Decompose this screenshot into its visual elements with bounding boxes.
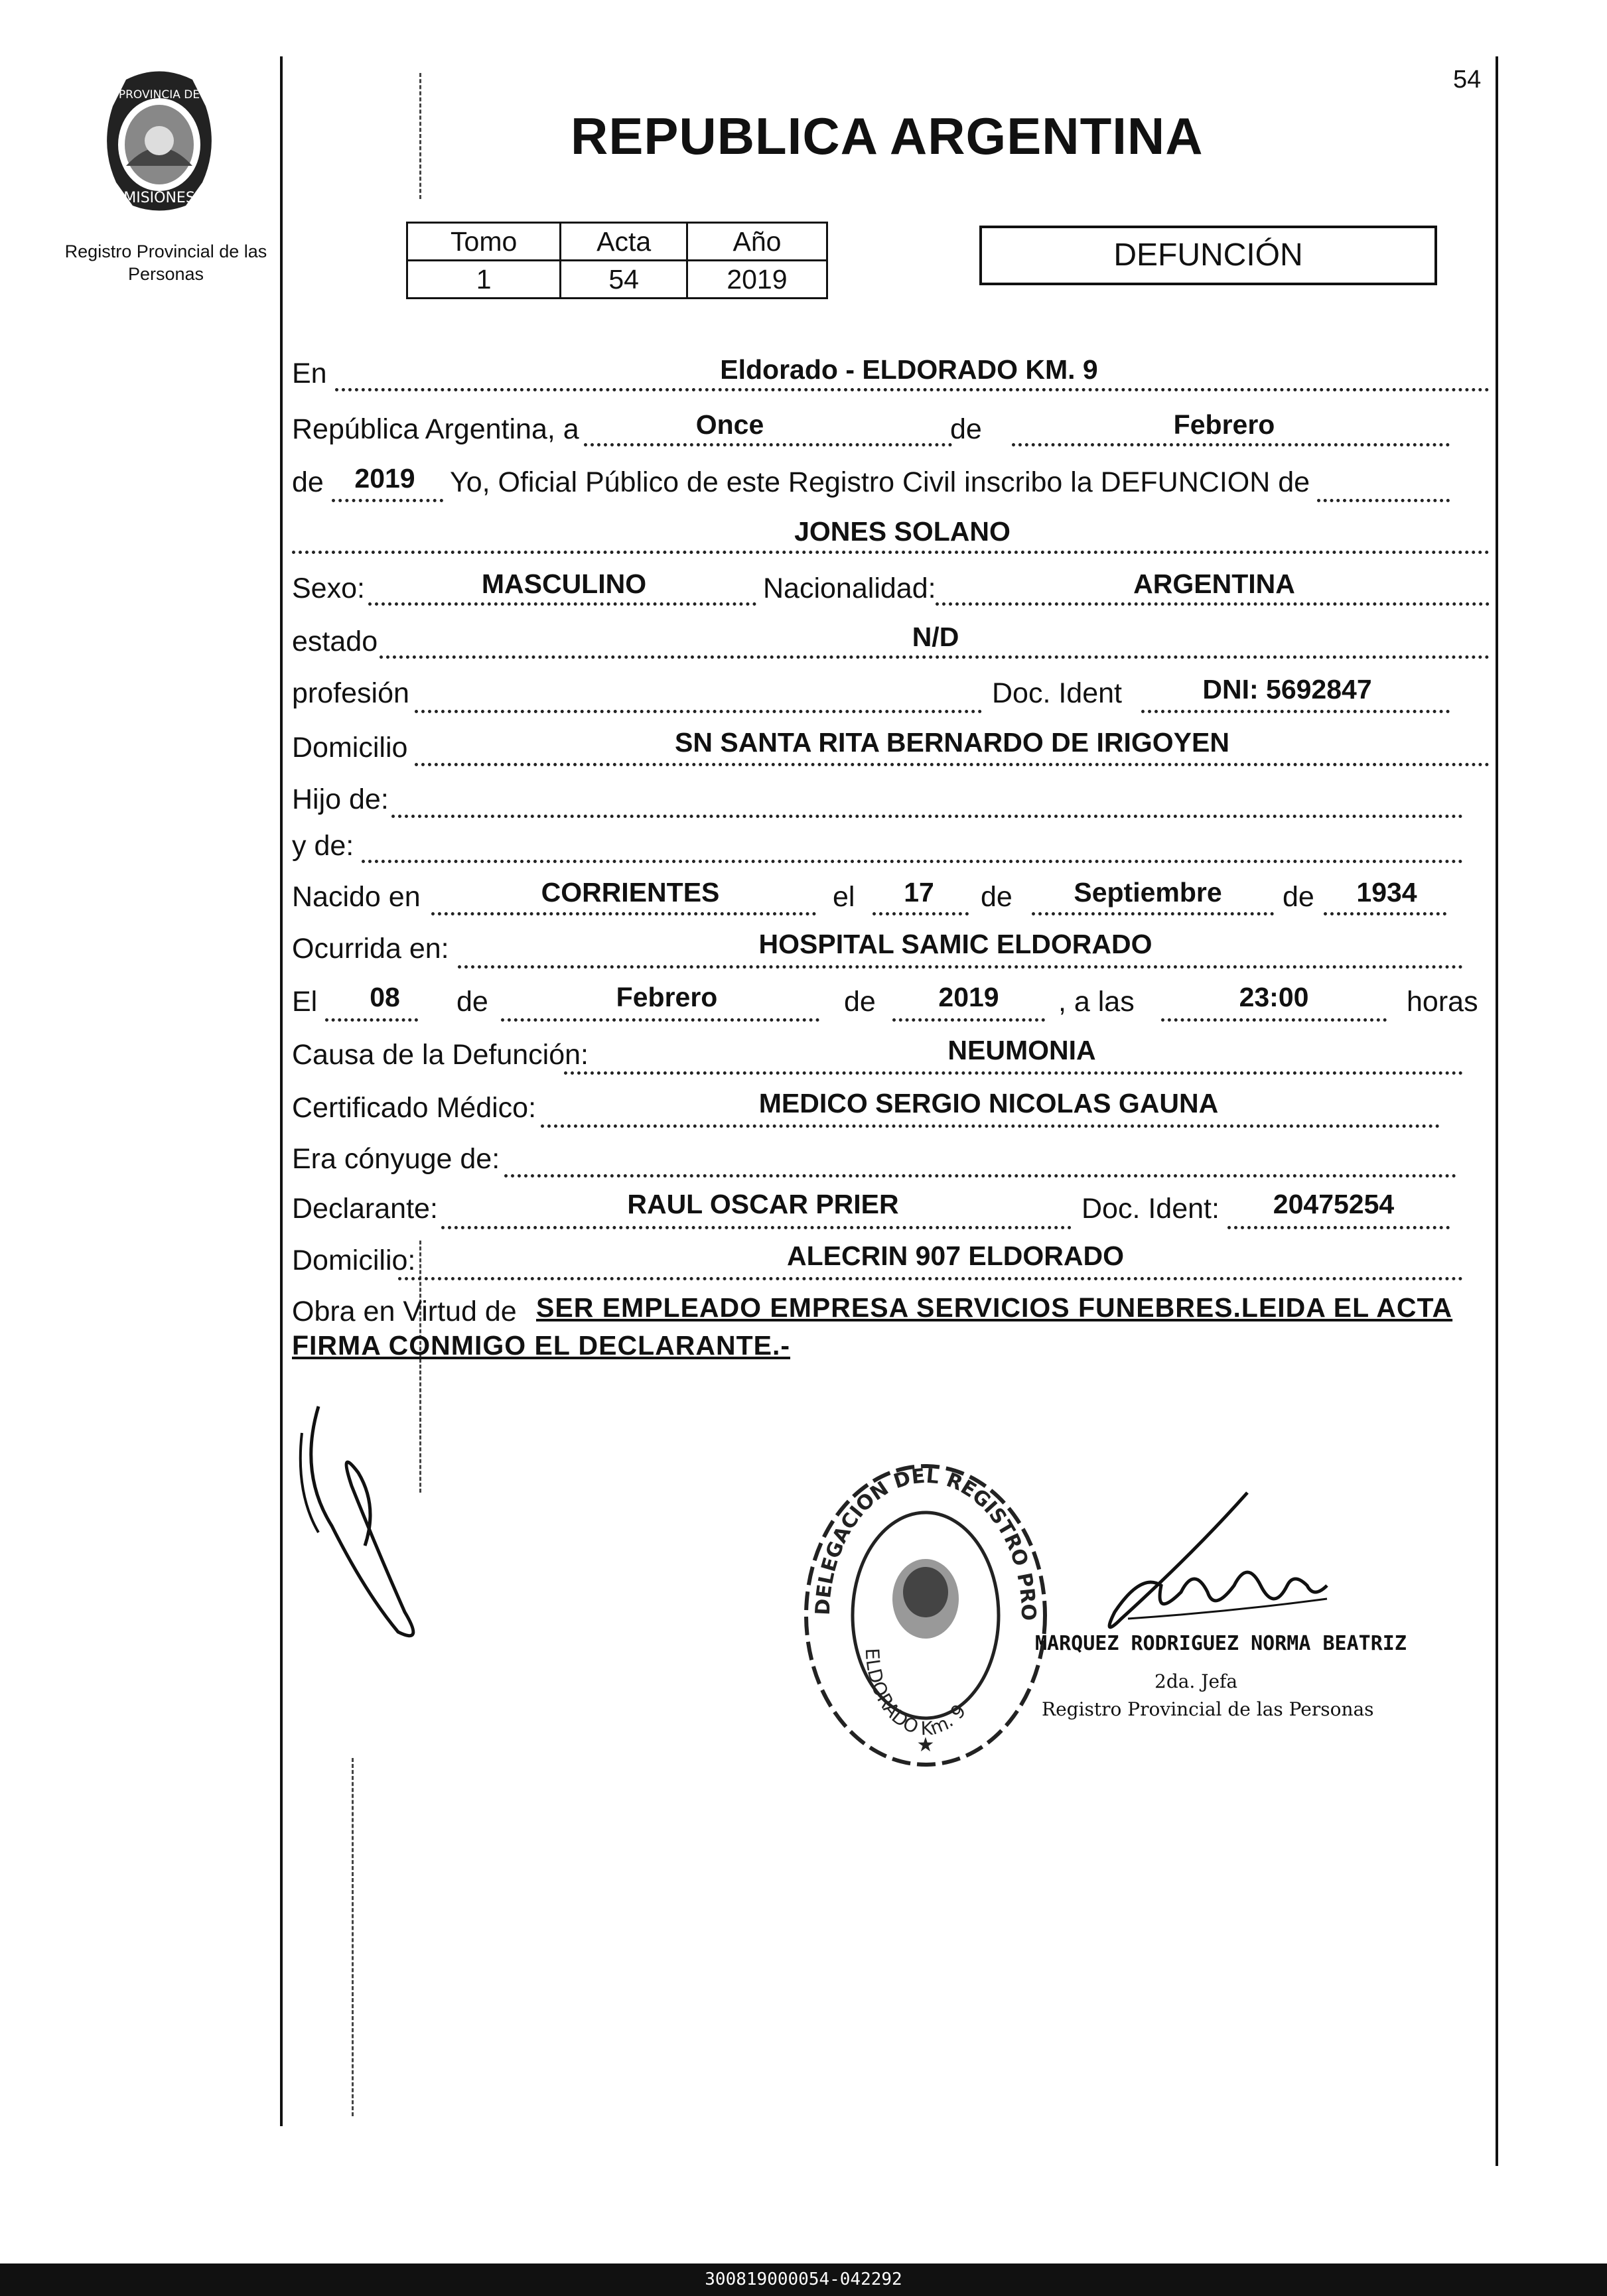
official-stamp-icon: [793, 1456, 1058, 1775]
value-obra-line2: FIRMA CONMIGO EL DECLARANTE.-: [292, 1330, 791, 1361]
value-acta: 54: [561, 261, 687, 299]
value-def-mes: Febrero: [616, 982, 718, 1012]
header-acta: Acta: [561, 223, 687, 261]
dotted-line: [431, 912, 816, 915]
dotted-line: [1032, 912, 1274, 915]
registry-label: Registro Provincial de las Personas: [64, 241, 267, 284]
value-nac-anio: 1934: [1356, 877, 1417, 908]
handwritten-mark: [292, 1393, 464, 1645]
dotted-line: [501, 1018, 819, 1022]
value-anio: 2019: [354, 463, 415, 494]
label-de-def: de: [456, 986, 488, 1018]
dotted-line: [458, 965, 1463, 969]
dotted-line: [368, 602, 756, 606]
svg-text:DELEGACION DEL REGISTRO PROVIN: DELEGACION DEL REGISTRO PRO: [811, 1464, 1040, 1621]
header-tomo: Tomo: [407, 223, 561, 261]
value-nac-dia: 17: [904, 877, 934, 908]
dotted-line: [362, 860, 1463, 863]
dotted-line: [504, 1174, 1456, 1178]
label-a-las: , a las: [1058, 986, 1135, 1018]
label-de-nac: de: [981, 881, 1013, 913]
dotted-line: [292, 551, 1490, 554]
dotted-line: [332, 499, 443, 502]
label-nacionalidad: Nacionalidad:: [763, 573, 936, 604]
dotted-line: [441, 1226, 1072, 1229]
dotted-line: [335, 388, 1490, 391]
value-anio: 2019: [687, 261, 827, 299]
header-anio: Año: [687, 223, 827, 261]
label-obra: Obra en Virtud de: [292, 1296, 517, 1327]
dotted-line: [892, 1018, 1045, 1022]
value-nombre: JONES SOLANO: [794, 516, 1011, 547]
dotted-line: [380, 655, 1490, 659]
label-y-de: y de:: [292, 830, 354, 862]
page-number: 54: [1453, 66, 1482, 94]
dotted-line: [873, 912, 969, 915]
value-dia: Once: [695, 409, 764, 440]
record-type-box: DEFUNCIÓN: [979, 226, 1437, 285]
value-tomo: 1: [407, 261, 561, 299]
label-sexo: Sexo:: [292, 573, 365, 604]
label-decl-doc: Doc. Ident:: [1082, 1193, 1220, 1225]
record-table: [406, 222, 828, 299]
value-ocurrida: HOSPITAL SAMIC ELDORADO: [758, 929, 1153, 959]
official-registry: Registro Provincial de las Personas: [1042, 1698, 1374, 1720]
dotted-line: [564, 1071, 1463, 1075]
label-domicilio: Domicilio: [292, 732, 408, 764]
label-el-def: El: [292, 986, 318, 1018]
value-lugar: Eldorado - ELDORADO KM. 9: [720, 354, 1098, 385]
value-obra-line1: SER EMPLEADO EMPRESA SERVICIOS FUNEBRES.LEIDA EL ACTA: [536, 1292, 1453, 1323]
label-de: de: [950, 413, 982, 445]
province-seal-icon: [86, 66, 232, 219]
left-margin-line: [280, 56, 283, 2126]
official-signature: [1062, 1486, 1340, 1645]
official-role: 2da. Jefa: [1154, 1670, 1238, 1692]
label-domicilio-declarante: Domicilio:: [292, 1245, 416, 1276]
dotted-line: [1324, 912, 1446, 915]
value-certificado: MEDICO SERGIO NICOLAS GAUNA: [758, 1088, 1219, 1118]
right-margin-line: [1496, 56, 1498, 2166]
value-mes: Febrero: [1173, 409, 1275, 440]
label-doc: Doc. Ident: [992, 677, 1122, 709]
official-name: MARQUEZ RODRIGUEZ NORMA BEATRIZ: [1035, 1632, 1407, 1655]
dotted-line: [1317, 499, 1450, 502]
dotted-line: [541, 1124, 1440, 1128]
value-nacionalidad: ARGENTINA: [1133, 569, 1295, 599]
label-causa: Causa de la Defunción:: [292, 1039, 589, 1071]
dotted-line: [391, 815, 1463, 818]
fold-guide-line: [419, 73, 421, 199]
label-declarante: Declarante:: [292, 1193, 438, 1225]
label-ocurrida: Ocurrida en:: [292, 933, 449, 965]
dotted-line: [1227, 1226, 1450, 1229]
dotted-line: [584, 443, 952, 446]
value-nac-mes: Septiembre: [1074, 877, 1222, 908]
label-profesion: profesión: [292, 677, 409, 709]
label-el: el: [833, 881, 855, 913]
handwritten-mark-icon: [292, 1393, 464, 1645]
label-certificado: Certificado Médico:: [292, 1092, 537, 1124]
svg-text:MISIONES: MISIONES: [123, 190, 195, 206]
dotted-line: [415, 763, 1490, 766]
dotted-line: [1141, 710, 1450, 713]
value-doc: DNI: 5692847: [1202, 674, 1372, 705]
value-decl-doc: 20475254: [1273, 1189, 1395, 1219]
label-en: En: [292, 358, 327, 389]
value-causa: NEUMONIA: [947, 1035, 1096, 1065]
dotted-line: [1161, 1018, 1387, 1022]
province-seal: [86, 66, 232, 219]
dotted-line: [325, 1018, 418, 1022]
value-def-anio: 2019: [938, 982, 999, 1012]
value-domicilio-declarante: ALECRIN 907 ELDORADO: [786, 1241, 1124, 1271]
svg-text:★: ★: [916, 1734, 935, 1756]
value-estado: N/D: [912, 622, 959, 652]
value-declarante: RAUL OSCAR PRIER: [627, 1189, 899, 1219]
label-de-anio: de: [292, 466, 324, 498]
svg-text:PROVINCIA DE: PROVINCIA DE: [118, 88, 200, 101]
official-stamp: [793, 1456, 1058, 1775]
fold-guide-line: [352, 1758, 354, 2116]
dotted-line: [936, 602, 1490, 606]
page-title: REPUBLICA ARGENTINA: [571, 107, 1204, 165]
label-hijo: Hijo de:: [292, 783, 389, 815]
dotted-line: [1012, 443, 1450, 446]
label-inscribo: Yo, Oficial Público de este Registro Civil inscribo la DEFUNCION de: [450, 466, 1310, 498]
value-def-hora: 23:00: [1239, 982, 1309, 1012]
label-conyuge: Era cónyuge de:: [292, 1143, 500, 1175]
footer-barcode-text: 300819000054-042292: [0, 2263, 1607, 2296]
label-horas: horas: [1407, 986, 1478, 1018]
value-nacido: CORRIENTES: [541, 877, 720, 908]
value-sexo: MASCULINO: [481, 569, 647, 599]
svg-text:ELDORADO Km. 9: ELDORADO Km. 9: [861, 1647, 971, 1740]
label-nacido: Nacido en: [292, 881, 421, 913]
dotted-line: [415, 710, 982, 713]
label-estado: estado: [292, 626, 378, 657]
signature-icon: [1062, 1486, 1340, 1645]
value-domicilio: SN SANTA RITA BERNARDO DE IRIGOYEN: [675, 727, 1229, 758]
label-de-nac-anio: de: [1283, 881, 1314, 913]
label-republica: República Argentina, a: [292, 413, 579, 445]
label-de-def-anio: de: [844, 986, 876, 1018]
value-def-dia: 08: [370, 982, 400, 1012]
dotted-line: [398, 1277, 1463, 1280]
